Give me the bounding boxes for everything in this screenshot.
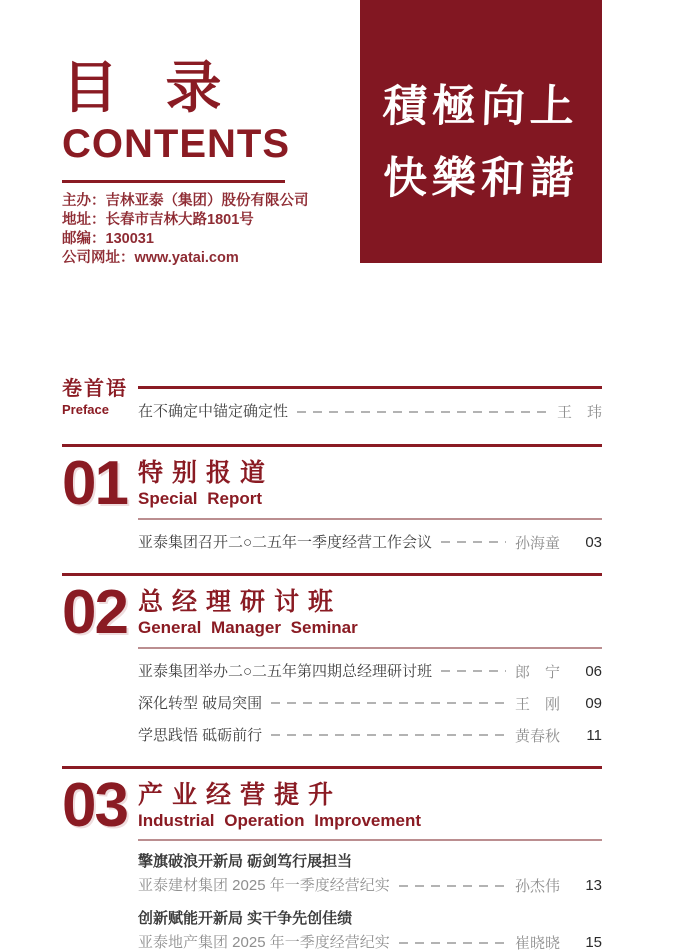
entry-title: 深化转型 破局突围 [138, 694, 263, 712]
entry-page-number: 13 [585, 877, 602, 895]
table-of-contents [62, 372, 602, 950]
entry-title: 学思践悟 砥砺前行 [138, 726, 263, 744]
entry-author: 崔晓晓 [514, 935, 560, 950]
entry-title: 擎旗破浪开新局 砺剑笃行展担当 [138, 853, 353, 871]
entry-author: 孙杰伟 [514, 878, 560, 896]
entry-title: 亚泰集团举办二○二五年第四期总经理研讨班 [138, 662, 433, 680]
dot-leader [441, 670, 506, 672]
section-special-report [62, 447, 602, 576]
section-title-chinese: 产业经营提升 [138, 780, 343, 809]
page-title-english: CONTENTS [62, 122, 290, 166]
section-title-chinese: 总经理研讨班 [138, 587, 343, 616]
preface-label-english: Preface [62, 402, 109, 417]
section-header [62, 449, 602, 518]
entry-page-number: 03 [585, 533, 602, 551]
section-header [62, 577, 602, 647]
entry-author: 王 玮 [556, 404, 602, 421]
entry-subtitle-row [138, 875, 602, 896]
entry-title: 在不确定中锚定确定性 [138, 403, 289, 420]
toc-entry [138, 532, 602, 553]
toc-entry [138, 661, 602, 682]
toc-entry [138, 693, 602, 714]
section-entries [138, 841, 602, 950]
publisher-website: 公司网址：www.yatai.com [62, 250, 239, 266]
toc-entry [138, 910, 602, 950]
publisher-address: 地址：长春市吉林大路1801号 [62, 212, 254, 228]
entry-title: 亚泰集团召开二○二五年一季度经营工作会议 [138, 533, 433, 551]
dot-leader [399, 942, 506, 944]
section-title-english: Special Report [138, 489, 263, 509]
entry-page-number: 09 [585, 694, 602, 712]
publisher-postcode: 邮编：130031 [62, 231, 154, 247]
preface-entries [138, 386, 602, 422]
toc-entry [138, 725, 602, 746]
toc-entry [138, 401, 602, 422]
entry-author: 孙海童 [514, 534, 560, 552]
slogan-banner [360, 0, 602, 263]
section-titles [138, 781, 602, 832]
section-number: 01 [62, 449, 127, 518]
section-entries [138, 520, 602, 573]
entry-subtitle: 亚泰地产集团 2025 年一季度经营纪实 [138, 934, 390, 950]
section-title-chinese: 特别报道 [138, 459, 275, 487]
slogan-line-2: 快樂和諧 [382, 153, 580, 203]
section-title-english: Industrial Operation Improvement [138, 810, 421, 830]
preface-section [62, 372, 602, 447]
section-title-english: General Manager Seminar [138, 618, 358, 638]
header-divider [62, 180, 285, 183]
section-general-manager-seminar [62, 576, 602, 769]
entry-page-number: 11 [586, 726, 602, 744]
publisher-info [62, 192, 322, 268]
slogan-line-1: 積極向上 [382, 81, 580, 131]
entry-title: 创新赋能开新局 实干争先创佳绩 [138, 910, 353, 928]
section-titles [138, 588, 602, 639]
page-title-chinese: 目 录 [62, 56, 238, 119]
header [62, 56, 322, 268]
section-industrial-operation-improvement [62, 769, 602, 950]
entry-page-number: 15 [585, 934, 602, 950]
section-header [62, 770, 602, 840]
dot-leader [399, 885, 506, 887]
entry-author: 王 刚 [514, 695, 560, 713]
publisher-organizer: 主办：吉林亚泰（集团）股份有限公司 [62, 193, 309, 209]
section-entries [138, 649, 602, 766]
dot-leader [297, 411, 548, 413]
section-titles [138, 459, 602, 510]
entry-author: 郎 宁 [514, 663, 560, 681]
toc-entry [138, 853, 602, 896]
entry-subtitle-row [138, 932, 602, 950]
entry-subtitle: 亚泰建材集团 2025 年一季度经营纪实 [138, 877, 390, 895]
section-number: 03 [62, 770, 127, 840]
dot-leader [441, 541, 506, 543]
entry-author: 黄春秋 [514, 727, 560, 745]
preface-label-chinese: 卷首语 [62, 378, 128, 400]
section-number: 02 [62, 577, 127, 647]
dot-leader [271, 702, 506, 704]
entry-page-number: 06 [585, 662, 602, 680]
preface-label [62, 372, 138, 422]
dot-leader [271, 734, 506, 736]
